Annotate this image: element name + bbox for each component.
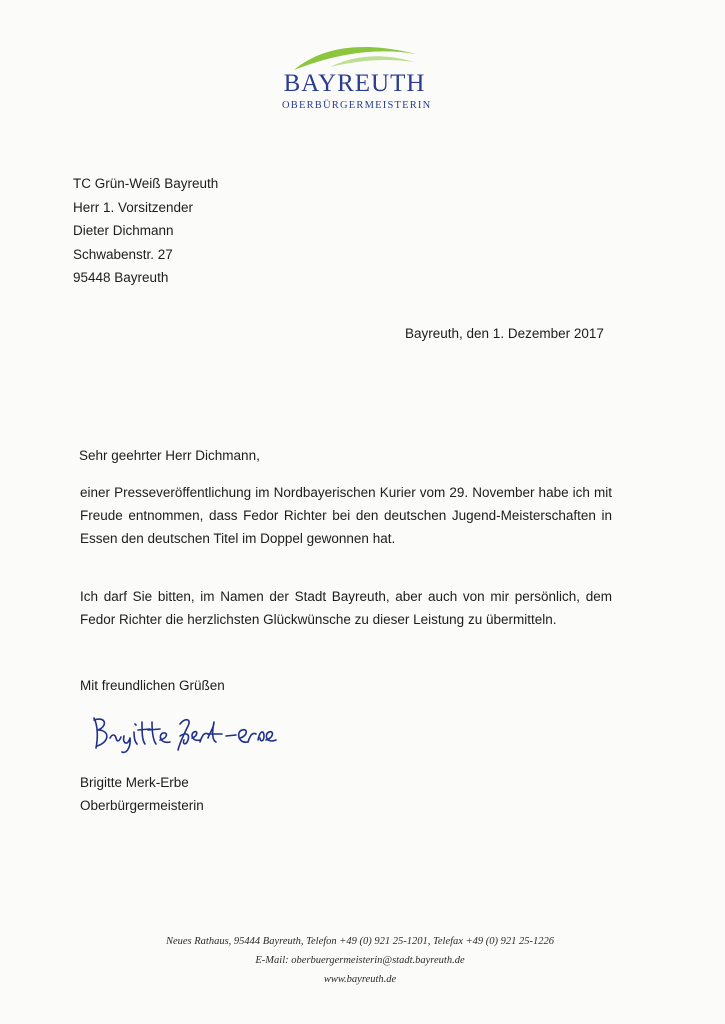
salutation: Sehr geehrter Herr Dichmann, (79, 448, 260, 463)
footer-address: Neues Rathaus, 95444 Bayreuth, Telefon +49 (0) 921 25-1201, Telefax +49 (0) 921 25-1226 (165, 936, 555, 947)
signer-title: Oberbürgermeisterin (80, 798, 204, 813)
signer-block (80, 771, 204, 817)
recipient-line: 95448 Bayreuth (73, 270, 169, 285)
bayreuth-logo (282, 40, 432, 118)
signer-name: Brigitte Merk-Erbe (80, 775, 189, 790)
logo-office: OBERBÜRGERMEISTERIN (282, 100, 432, 111)
letter-date: Bayreuth, den 1. Dezember 2017 (405, 326, 604, 341)
recipient-line: Herr 1. Vorsitzender (73, 199, 194, 215)
footer-email: E-Mail: oberbuergermeisterin@stadt.bayreuth.de (255, 955, 465, 966)
recipient-address (73, 172, 218, 290)
closing: Mit freundlichen Grüßen (80, 678, 225, 693)
body-paragraph: Ich darf Sie bitten, im Namen der Stadt Bayreuth, aber auch von mir persönlich, dem Fedor Richter die herzlichsten Glückwünsche zu dieser Leistung zu übermitteln. (80, 589, 612, 627)
body-paragraph: einer Presseveröffentlichung im Nordbayerischen Kurier vom 29. November habe ich mit Freude entnommen, dass Fedor Richter bei den deutschen Jugend-Meisterschaften in Essen den deutschen Titel im Doppel gewonnen hat. (80, 485, 612, 546)
recipient-line: Dieter Dichmann (73, 223, 174, 238)
logo-city: BAYREUTH (283, 70, 426, 97)
recipient-line: TC Grün-Weiß Bayreuth (73, 176, 219, 191)
recipient-line: Schwabenstr. 27 (73, 246, 173, 262)
footer (140, 932, 580, 989)
handwritten-signature (88, 712, 278, 754)
footer-website: www.bayreuth.de (323, 974, 397, 985)
